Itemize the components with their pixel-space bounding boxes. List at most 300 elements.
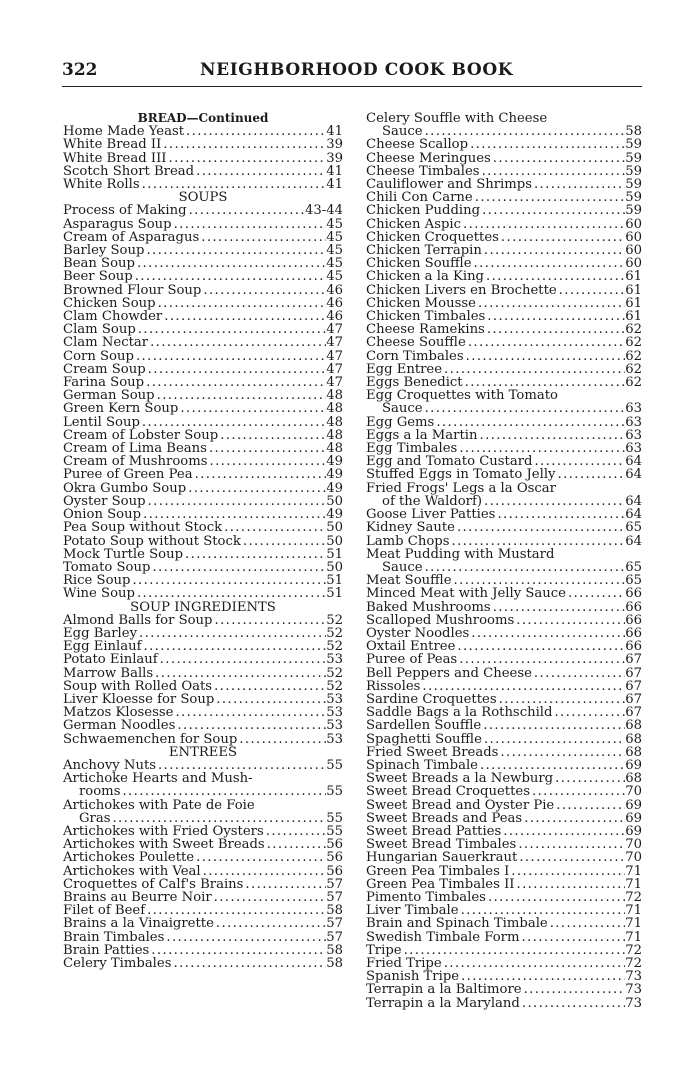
entry-page: 52 <box>326 639 343 655</box>
entry-page: 48 <box>326 388 343 404</box>
entry-page: 39 <box>326 150 343 166</box>
index-entry <box>366 799 642 812</box>
index-entry <box>63 521 343 534</box>
entry-page: 51 <box>326 546 343 562</box>
entry-name: Chicken Timbales <box>366 309 486 325</box>
entry-name: Artichokes with Veal <box>63 863 201 879</box>
dot-leader <box>485 310 625 323</box>
dot-leader <box>140 178 327 191</box>
entry-name: Sweet Breads and Peas <box>366 810 523 826</box>
entry-name: Anchovy Nuts <box>63 757 157 773</box>
dot-leader <box>158 653 327 666</box>
index-entry <box>366 389 642 415</box>
entry-page: 56 <box>326 837 343 853</box>
dot-leader <box>207 442 326 455</box>
entry-name-continued: of the Waldorf) <box>382 493 482 509</box>
index-entry <box>366 614 642 627</box>
entry-page: 52 <box>326 612 343 628</box>
index-entry <box>63 865 343 878</box>
dot-leader <box>153 667 326 680</box>
entry-name: White Rolls <box>63 177 140 193</box>
entry-page: 50 <box>326 520 343 536</box>
page-number: 322 <box>62 60 98 80</box>
dot-leader <box>476 297 625 310</box>
entry-name: Sweet Bread Patties <box>366 823 502 839</box>
entry-page: 64 <box>625 493 642 509</box>
entry-name: Artichokes with Pate de Foie <box>63 797 255 813</box>
index-entry <box>63 284 343 297</box>
index-entry <box>63 957 343 970</box>
dot-leader <box>557 284 626 297</box>
entry-page: 49 <box>326 480 343 496</box>
entry-name: Cheese Souffle <box>366 335 466 351</box>
entry-page: 69 <box>625 823 642 839</box>
entry-page: 56 <box>326 863 343 879</box>
index-entry <box>63 138 343 151</box>
dot-leader <box>146 363 327 376</box>
entry-name: Chicken Mousse <box>366 295 476 311</box>
entry-page: 57 <box>326 929 343 945</box>
dot-leader <box>172 218 327 231</box>
entry-page: 64 <box>625 533 642 549</box>
entry-name: Puree of Green Pea <box>63 467 193 483</box>
index-entry <box>366 468 642 481</box>
entry-page: 48 <box>326 441 343 457</box>
index-entry <box>366 416 642 429</box>
entry-page: 45 <box>326 256 343 272</box>
entry-page: 62 <box>625 322 642 338</box>
entry-page: 52 <box>326 625 343 641</box>
entry-name: Hungarian Sauerkraut <box>366 850 518 866</box>
page-header <box>62 60 642 87</box>
dot-leader <box>481 719 625 732</box>
entry-page: 53 <box>326 718 343 734</box>
entry-name: Egg Gems <box>366 414 435 430</box>
entry-page: 73 <box>625 995 642 1011</box>
entry-name: Meat Pudding with Mustard <box>366 546 555 562</box>
dot-leader <box>134 350 326 363</box>
index-entry <box>63 548 343 561</box>
entry-name: Baked Mushrooms <box>366 599 491 615</box>
dot-leader <box>556 468 626 481</box>
index-entry <box>63 402 343 415</box>
entry-name: Oyster Noodles <box>366 625 470 641</box>
entry-page: 69 <box>625 757 642 773</box>
dot-leader <box>482 495 625 508</box>
dot-leader <box>184 125 326 138</box>
section-heading: ENTREES <box>168 744 238 760</box>
index-entry <box>366 878 642 891</box>
entry-page: 59 <box>625 177 642 193</box>
dot-leader <box>442 957 626 970</box>
entry-page: 50 <box>326 533 343 549</box>
entry-page: 55 <box>326 757 343 773</box>
entry-name: Pimento Timbales <box>366 889 486 905</box>
index-entry <box>366 983 642 996</box>
dot-leader <box>469 627 625 640</box>
dot-leader <box>473 191 626 204</box>
dot-leader <box>532 667 625 680</box>
dot-leader <box>457 653 625 666</box>
entry-page: 55 <box>326 823 343 839</box>
dot-leader <box>243 878 326 891</box>
entry-page: 66 <box>625 612 642 628</box>
index-entry <box>366 680 642 693</box>
entry-page: 68 <box>625 744 642 760</box>
dot-leader <box>552 706 625 719</box>
entry-name: Green Pea Timbales I <box>366 863 510 879</box>
entry-name: Chicken Terrapin <box>366 243 482 259</box>
dot-leader <box>464 350 626 363</box>
entry-page: 57 <box>326 889 343 905</box>
entry-name: Clam Nectar <box>63 335 149 351</box>
dot-leader <box>144 376 326 389</box>
entry-name: Chili Con Carne <box>366 190 473 206</box>
entry-name: Chicken Soup <box>63 295 156 311</box>
entry-name: Cheese Timbales <box>366 163 480 179</box>
entry-page: 61 <box>625 309 642 325</box>
index-entry <box>366 548 642 574</box>
entry-name: Tomato Soup <box>63 559 151 575</box>
dot-leader <box>554 799 625 812</box>
entry-page: 46 <box>326 309 343 325</box>
dot-leader <box>499 231 625 244</box>
index-column-left <box>63 112 343 970</box>
entry-page: 58 <box>326 956 343 971</box>
section-heading: BREAD—Continued <box>137 111 269 125</box>
entry-page: 59 <box>625 203 642 219</box>
entry-page: 72 <box>625 889 642 905</box>
entry-name: Brain Patties <box>63 942 150 958</box>
entry-page: 51 <box>326 586 343 602</box>
dot-leader <box>517 851 625 864</box>
entry-name: Cream of Lobster Soup <box>63 427 219 443</box>
entry-name: Kidney Saute <box>366 520 455 536</box>
entry-page: 50 <box>326 559 343 575</box>
entry-name: Oxtail Entree <box>366 639 456 655</box>
dot-leader <box>130 574 326 587</box>
section-heading: SOUP INGREDIENTS <box>130 599 276 615</box>
index-entry <box>63 733 343 746</box>
index-entry <box>366 270 642 283</box>
entry-name: Brains a la Vinaigrette <box>63 916 214 932</box>
dot-leader <box>167 152 327 165</box>
dot-leader <box>480 204 625 217</box>
dot-leader <box>162 310 326 323</box>
entry-name: Cheese Ramekins <box>366 322 485 338</box>
entry-name: Artichokes with Sweet Breads <box>63 837 265 853</box>
entry-name: German Soup <box>63 388 155 404</box>
entry-name: Soup with Rolled Oats <box>63 678 213 694</box>
entry-name: Almond Balls for Soup <box>63 612 213 628</box>
index-entry <box>366 931 642 944</box>
dot-leader <box>173 706 326 719</box>
entry-page: 66 <box>625 599 642 615</box>
dot-leader <box>516 838 625 851</box>
entry-page: 65 <box>625 573 642 589</box>
dot-leader <box>423 402 626 415</box>
dot-leader <box>466 336 625 349</box>
dot-leader <box>212 680 326 693</box>
entry-name: Puree of Peas <box>366 652 458 668</box>
entry-name: Brain Timbales <box>63 929 165 945</box>
index-entry <box>366 284 642 297</box>
entry-name: Liver Timbale <box>366 903 459 919</box>
index-entry <box>63 204 343 217</box>
index-entry <box>366 865 642 878</box>
entry-name: Saddle Bags a la Rothschild <box>366 705 553 721</box>
entry-name: German Noodles <box>63 718 176 734</box>
dot-leader <box>156 297 327 310</box>
dot-leader <box>187 204 305 217</box>
dot-leader <box>207 455 326 468</box>
entry-page: 52 <box>326 678 343 694</box>
entry-name: Green Pea Timbales II <box>366 876 515 892</box>
entry-page: 49 <box>326 507 343 523</box>
entry-page: 61 <box>625 269 642 285</box>
index-entry <box>366 733 642 746</box>
entry-name-continued: Sauce <box>382 559 423 575</box>
index-entry <box>366 601 642 614</box>
entry-name: Meat Souffle <box>366 573 452 589</box>
dot-leader <box>201 284 326 297</box>
entry-page: 41 <box>326 163 343 179</box>
index-column-right <box>366 112 642 1010</box>
dot-leader <box>486 891 625 904</box>
entry-page: 72 <box>625 942 642 958</box>
index-entry <box>63 152 343 165</box>
dot-leader <box>155 389 327 402</box>
entry-name: Egg Croquettes with Tomato <box>366 388 558 404</box>
entry-page: 67 <box>625 652 642 668</box>
entry-name: Rissoles <box>366 678 421 694</box>
entry-name: Spanish Tripe <box>366 969 460 985</box>
entry-name: White Bread III <box>63 150 167 166</box>
entry-name: Beer Soup <box>63 269 133 285</box>
entry-name: Bean Soup <box>63 256 135 272</box>
entry-name: Brains au Beurre Noir <box>63 889 212 905</box>
index-entry <box>366 785 642 798</box>
entry-name: Sweet Bread Croquettes <box>366 784 530 800</box>
entry-name: Chicken Souffle <box>366 256 472 272</box>
dot-leader <box>442 363 625 376</box>
dot-leader <box>237 733 326 746</box>
entry-name: Barley Soup <box>63 243 145 259</box>
index-entry <box>366 152 642 165</box>
entry-page: 45 <box>326 243 343 259</box>
index-entry <box>366 587 642 600</box>
entry-page: 58 <box>326 903 343 919</box>
index-entry <box>366 667 642 680</box>
index-entry <box>63 468 343 481</box>
index-entry <box>366 204 642 217</box>
entry-page: 46 <box>326 282 343 298</box>
index-entry <box>366 521 642 534</box>
entry-name: Egg Timbales <box>366 441 458 457</box>
dot-leader <box>110 812 326 825</box>
entry-name: Spinach Timbale <box>366 757 478 773</box>
entry-page: 53 <box>326 652 343 668</box>
entry-name: Filet of Beef <box>63 903 146 919</box>
dot-leader <box>214 917 326 930</box>
entry-page: 61 <box>625 282 642 298</box>
dot-leader <box>455 521 625 534</box>
entry-name: Cheese Meringues <box>366 150 491 166</box>
entry-name: Artichokes with Fried Oysters <box>63 823 264 839</box>
dot-leader <box>161 138 326 151</box>
entry-name: Sweet Breads a la Newburg <box>366 771 554 787</box>
entry-name: Fried Tripe <box>366 956 442 971</box>
dot-leader <box>178 402 326 415</box>
index-entry <box>63 851 343 864</box>
entry-page: 70 <box>625 784 642 800</box>
index-entry <box>366 138 642 151</box>
dot-leader <box>193 468 327 481</box>
entry-page: 65 <box>625 559 642 575</box>
dot-leader <box>140 416 326 429</box>
entry-page: 66 <box>625 586 642 602</box>
entry-name: Oyster Soup <box>63 493 146 509</box>
dot-leader <box>520 997 625 1010</box>
entry-name: Browned Flour Soup <box>63 282 202 298</box>
dot-leader <box>144 244 326 257</box>
dot-leader <box>171 957 326 970</box>
dot-leader <box>164 931 326 944</box>
entry-page: 47 <box>326 322 343 338</box>
entry-name: Home Made Yeast <box>63 124 185 140</box>
entry-name: Cheese Scallop <box>366 137 469 153</box>
entry-page: 47 <box>326 375 343 391</box>
entry-page: 45 <box>326 229 343 245</box>
entry-page: 62 <box>625 348 642 364</box>
index-entry <box>366 336 642 349</box>
dot-leader <box>472 257 626 270</box>
entry-name: Eggs a la Martin <box>366 427 478 443</box>
entry-page: 43-44 <box>304 203 343 219</box>
entry-page: 73 <box>625 982 642 998</box>
entry-page: 68 <box>625 731 642 747</box>
entry-name: Stuffed Eggs in Tomato Jelly <box>366 467 556 483</box>
entry-name: Egg Entree <box>366 361 443 377</box>
entry-page: 60 <box>625 256 642 272</box>
entry-page: 59 <box>625 150 642 166</box>
dot-leader <box>194 851 326 864</box>
index-entry <box>63 336 343 349</box>
entry-page: 53 <box>326 705 343 721</box>
entry-page: 63 <box>625 414 642 430</box>
index-entry <box>63 350 343 363</box>
entry-name: Cream of Mushrooms <box>63 454 208 470</box>
entry-name: Eggs Benedict <box>366 375 463 391</box>
entry-name: Potato Einlauf <box>63 652 158 668</box>
dot-leader <box>212 891 327 904</box>
entry-page: 59 <box>625 137 642 153</box>
index-entry <box>63 535 343 548</box>
entry-page: 61 <box>625 295 642 311</box>
index-entry <box>63 653 343 666</box>
dot-leader <box>214 693 326 706</box>
entry-name: Clam Soup <box>63 322 136 338</box>
index-entry <box>366 218 642 231</box>
dot-leader <box>148 336 326 349</box>
dot-leader <box>264 825 326 838</box>
entry-page: 60 <box>625 243 642 259</box>
entry-name: Okra Gumbo Soup <box>63 480 187 496</box>
entry-name: Sweet Bread and Oyster Pie <box>366 797 555 813</box>
entry-name: Swedish Timbale Form <box>366 929 520 945</box>
entry-name: Chicken Pudding <box>366 203 481 219</box>
dot-leader <box>423 561 626 574</box>
entry-page: 49 <box>326 454 343 470</box>
dot-leader <box>137 627 326 640</box>
index-entry <box>63 719 343 732</box>
dot-leader <box>482 244 625 257</box>
dot-leader <box>553 772 625 785</box>
entry-page: 71 <box>625 929 642 945</box>
entry-name: Potato Soup without Stock <box>63 533 241 549</box>
entry-name: Chicken Livers en Brochette <box>366 282 557 298</box>
entry-page: 45 <box>326 269 343 285</box>
entry-page: 63 <box>625 401 642 417</box>
index-entry <box>366 482 642 508</box>
entry-page: 66 <box>625 625 642 641</box>
entry-page: 41 <box>326 124 343 140</box>
entry-name: Liver Kloesse for Soup <box>63 691 215 707</box>
entry-name: Wine Soup <box>63 586 135 602</box>
index-entry <box>366 653 642 666</box>
dot-leader <box>491 601 626 614</box>
entry-name: Clam Chowder <box>63 309 163 325</box>
dot-leader <box>135 257 326 270</box>
entry-page: 62 <box>625 361 642 377</box>
entry-page: 73 <box>625 969 642 985</box>
dot-leader <box>532 178 625 191</box>
entry-page: 48 <box>326 401 343 417</box>
entry-name: Asparagus Soup <box>63 216 172 232</box>
dot-leader <box>136 323 326 336</box>
dot-leader <box>519 931 625 944</box>
entry-name: Lamb Chops <box>366 533 450 549</box>
entry-page: 69 <box>625 797 642 813</box>
index-entry <box>366 112 642 138</box>
dot-leader <box>495 508 625 521</box>
index-entry <box>63 667 343 680</box>
entry-name: Chicken a la King <box>366 269 484 285</box>
entry-page: 56 <box>326 850 343 866</box>
index-entry <box>63 931 343 944</box>
entry-name: Chicken Croquettes <box>366 229 499 245</box>
entry-name: Tripe <box>366 942 402 958</box>
dot-leader <box>213 614 327 627</box>
dot-leader <box>468 138 625 151</box>
dot-leader <box>498 746 625 759</box>
entry-page: 64 <box>625 454 642 470</box>
dot-leader <box>218 429 326 442</box>
entry-name: Artichoke Hearts and Mush- <box>63 771 253 787</box>
entry-name: Terrapin a la Maryland <box>366 995 520 1011</box>
entry-name: Croquettes of Calf's Brains <box>63 876 244 892</box>
index-entry <box>63 482 343 495</box>
dot-leader <box>455 640 625 653</box>
entry-name: Goose Liver Patties <box>366 507 496 523</box>
dot-leader <box>485 323 625 336</box>
entry-page: 51 <box>326 573 343 589</box>
entry-page: 66 <box>625 639 642 655</box>
entry-name: White Bread II <box>63 137 162 153</box>
dot-leader <box>265 838 327 851</box>
entry-page: 58 <box>326 942 343 958</box>
dot-leader <box>183 548 326 561</box>
